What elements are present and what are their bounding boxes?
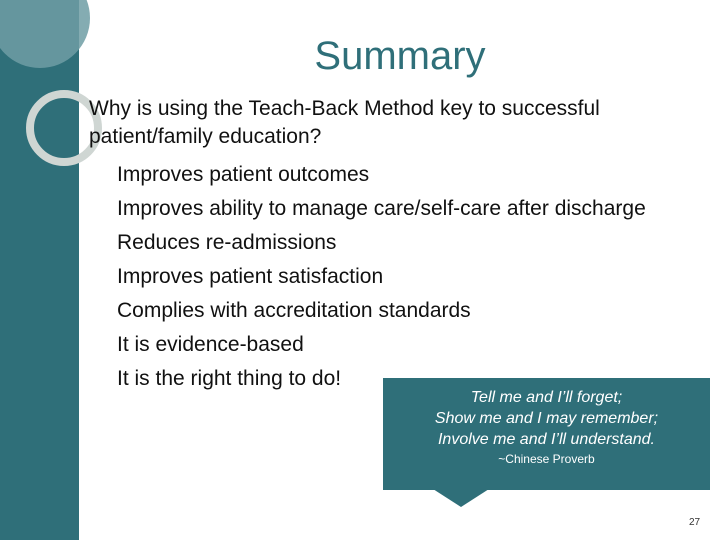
- proverb-callout: [383, 378, 710, 490]
- bullet-text: It is the right thing to do!: [117, 367, 342, 390]
- question-text: Why is using the Teach-Back Method key to successful patient/family education?: [89, 97, 600, 148]
- bullet-item: [95, 228, 695, 257]
- bullet-list: [95, 160, 695, 398]
- callout-pointer: [433, 489, 489, 507]
- proverb-line: Show me and I may remember;: [434, 410, 659, 427]
- bullet-text: Reduces re-admissions: [117, 231, 337, 254]
- proverb-quote: [383, 387, 710, 450]
- bullet-item: [95, 262, 695, 291]
- page-number: 27: [689, 517, 701, 528]
- proverb-line: Tell me and I’ll forget;: [470, 389, 623, 406]
- bullet-text: It is evidence-based: [117, 333, 304, 356]
- bullet-text: Complies with accreditation standards: [117, 299, 471, 322]
- bullet-text: Improves ability to manage care/self-care after discharge: [117, 197, 646, 220]
- bullet-item: [95, 330, 695, 359]
- decorative-circles: [0, 0, 130, 180]
- proverb-attribution: ~Chinese Proverb: [498, 452, 595, 466]
- bullet-item: [95, 296, 695, 325]
- proverb-line: Involve me and I’ll understand.: [437, 431, 655, 448]
- bullet-item: [95, 194, 695, 223]
- bullet-item: [95, 160, 695, 189]
- slide-title: Summary: [314, 34, 486, 78]
- bullet-text: Improves patient outcomes: [117, 163, 370, 186]
- bullet-text: Improves patient satisfaction: [117, 265, 384, 288]
